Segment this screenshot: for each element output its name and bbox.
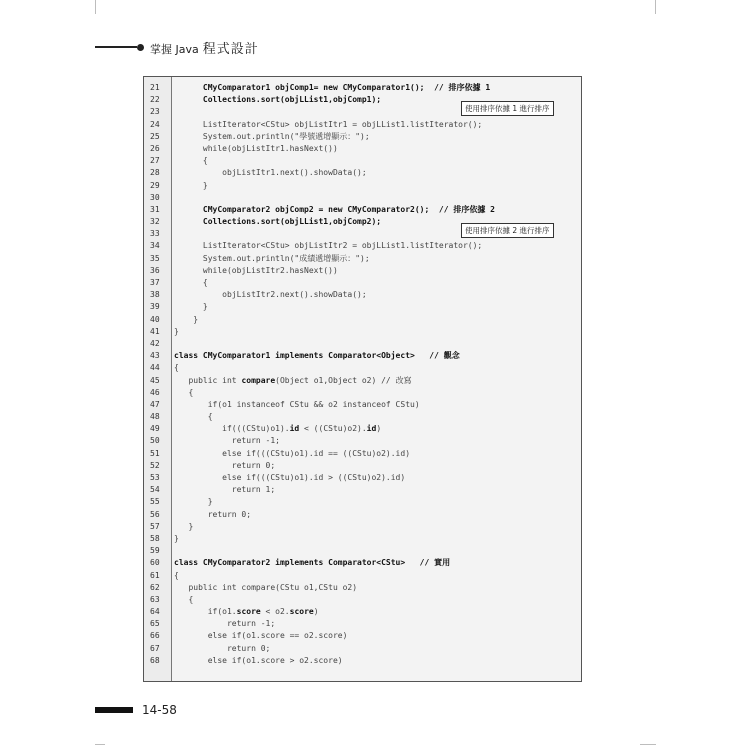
line-number: 53: [150, 473, 160, 482]
code-line: [144, 350, 581, 362]
code-text: {: [174, 387, 194, 397]
code-keyword: id: [289, 424, 300, 434]
code-text: CMyComparator1 objComp1= new CMyComparator1(); // 排序依據 1: [174, 83, 491, 92]
line-number: 42: [150, 338, 160, 348]
code-line: [144, 643, 581, 655]
code-fragment: if(o1.: [174, 607, 237, 617]
code-text: return 1;: [174, 485, 276, 495]
code-keyword: id: [366, 424, 377, 434]
line-number: 39: [150, 302, 160, 312]
code-line: [144, 557, 581, 569]
code-line: [144, 387, 581, 399]
code-line: [144, 521, 581, 533]
line-number: 54: [150, 485, 160, 495]
code-fragment: ): [313, 607, 319, 617]
line-number: 22: [150, 95, 160, 105]
line-number: 65: [150, 619, 160, 629]
code-text: System.out.println("成績遞增顯示：");: [174, 253, 370, 263]
line-number: 52: [150, 460, 160, 470]
line-number: 45: [150, 375, 160, 385]
code-text: [174, 375, 412, 387]
code-text: else if(((CStu)o1).id > ((CStu)o2).id): [174, 473, 406, 482]
line-number: 43: [150, 351, 160, 361]
crop-mark-bottom-left: [95, 744, 105, 745]
code-lines: [144, 82, 581, 667]
code-text: {: [174, 570, 179, 580]
line-number: 27: [150, 156, 160, 166]
code-text: }: [174, 302, 208, 312]
code-text: }: [174, 521, 194, 531]
code-text: return 0;: [174, 643, 271, 653]
line-number: 64: [150, 607, 160, 617]
code-fragment: < ((CStu)o2).: [299, 424, 367, 434]
code-line: [144, 143, 581, 155]
code-text: return -1;: [174, 619, 276, 629]
code-text: CMyComparator2 objComp2 = new CMyComparator2(); // 排序依據 2: [174, 204, 495, 214]
code-text: else if(((CStu)o1).id == ((CStu)o2).id): [174, 448, 411, 458]
code-text: return 0;: [174, 460, 276, 470]
code-text: }: [174, 533, 179, 543]
line-number: 55: [150, 497, 160, 507]
code-line: [144, 314, 581, 326]
callout-sort-criterion-2: 使用排序依據 2 進行排序: [461, 223, 554, 238]
code-line: [144, 155, 581, 167]
code-text: ListIterator<CStu> objListItr1 = objLList1.listIterator();: [174, 119, 483, 129]
code-line: [144, 435, 581, 447]
line-number: 46: [150, 387, 160, 397]
code-line: [144, 362, 581, 374]
page-header: [95, 40, 259, 57]
line-number: 66: [150, 631, 160, 641]
code-line: [144, 545, 581, 557]
code-text: {: [174, 412, 213, 422]
line-number: 58: [150, 533, 160, 543]
code-line: [144, 167, 581, 179]
code-line: [144, 399, 581, 411]
line-number: 25: [150, 131, 160, 141]
line-number: 32: [150, 217, 160, 227]
book-title: [150, 38, 259, 57]
code-line: [144, 509, 581, 521]
code-line: [144, 460, 581, 472]
code-line: [144, 594, 581, 606]
code-line: [144, 82, 581, 94]
line-number: 21: [150, 83, 160, 92]
code-line: [144, 375, 581, 387]
header-bullet: [137, 44, 144, 51]
code-line: [144, 289, 581, 301]
line-number: 44: [150, 363, 160, 373]
code-line: [144, 423, 581, 435]
crop-mark-top-left: [95, 0, 96, 14]
line-number: 67: [150, 643, 160, 653]
line-number: 23: [150, 107, 160, 117]
code-text: Collections.sort(objLList1,objComp2);: [174, 217, 382, 227]
code-line: [144, 253, 581, 265]
line-number: 68: [150, 655, 160, 665]
line-number: 57: [150, 521, 160, 531]
code-text: }: [174, 314, 199, 324]
line-number: 41: [150, 326, 160, 336]
line-number: 31: [150, 204, 160, 214]
code-line: [144, 606, 581, 618]
code-line: [144, 131, 581, 143]
code-line: [144, 655, 581, 667]
code-line: [144, 570, 581, 582]
code-listing: [143, 76, 582, 682]
code-text: {: [174, 594, 194, 604]
line-number: 51: [150, 448, 160, 458]
line-number: 24: [150, 119, 160, 129]
line-number: 26: [150, 143, 160, 153]
code-text: {: [174, 156, 208, 166]
code-text: {: [174, 363, 179, 373]
code-text: System.out.println("學號遞增顯示：");: [174, 131, 370, 141]
code-fragment: (Object o1,Object o2) // 改寫: [275, 375, 412, 385]
line-number: 48: [150, 412, 160, 422]
code-text: {: [174, 278, 208, 287]
code-text: }: [174, 326, 179, 336]
line-number: 63: [150, 594, 160, 604]
page-footer: [95, 703, 177, 717]
code-text: objListItr2.next().showData();: [174, 290, 367, 300]
line-number: 50: [150, 436, 160, 446]
code-fragment: < o2.: [260, 607, 290, 617]
code-fragment: if(((CStu)o1).: [174, 424, 290, 434]
code-line: [144, 338, 581, 350]
code-text: ListIterator<CStu> objListItr2 = objLList1.listIterator();: [174, 241, 483, 251]
code-text: [174, 606, 319, 618]
line-number: 60: [150, 558, 160, 568]
code-text: else if(o1.score == o2.score): [174, 631, 348, 641]
line-number: 56: [150, 509, 160, 519]
code-keyword: score: [236, 607, 261, 617]
line-number: 61: [150, 570, 160, 580]
book-title-sub: 程式設計: [202, 41, 259, 57]
code-text: objListItr1.next().showData();: [174, 168, 367, 178]
code-line: [144, 496, 581, 508]
footer-rule: [95, 707, 133, 713]
line-number: 30: [150, 192, 160, 202]
line-number: 28: [150, 168, 160, 178]
code-line: [144, 180, 581, 192]
code-text: return 0;: [174, 509, 252, 519]
line-number: 59: [150, 546, 160, 556]
crop-mark-top-right: [655, 0, 656, 14]
callout-sort-criterion-1: 使用排序依據 1 進行排序: [461, 101, 554, 116]
code-text: class CMyComparator1 implements Comparator<Object> // 觀念: [174, 351, 460, 361]
code-text: public int compare(CStu o1,CStu o2): [174, 582, 358, 592]
code-text: }: [174, 497, 213, 507]
line-number: 62: [150, 582, 160, 592]
code-text: }: [174, 180, 208, 190]
page-number: 14-58: [142, 703, 177, 717]
line-number: 33: [150, 229, 160, 239]
code-text: class CMyComparator2 implements Comparator<CStu> // 實用: [174, 558, 451, 568]
book-title-main: 掌握 Java: [150, 42, 199, 56]
code-line: [144, 411, 581, 423]
code-fragment: public int: [174, 375, 242, 385]
code-line: [144, 301, 581, 313]
code-line: [144, 618, 581, 630]
line-number: 35: [150, 253, 160, 263]
code-text: while(objListItr1.hasNext()): [174, 143, 338, 153]
crop-mark-bottom-right: [640, 744, 656, 745]
code-line: [144, 277, 581, 289]
line-number: 38: [150, 290, 160, 300]
code-line: [144, 582, 581, 594]
line-number: 40: [150, 314, 160, 324]
code-text: if(o1 instanceof CStu && o2 instanceof CStu): [174, 399, 420, 409]
line-number: 47: [150, 399, 160, 409]
code-text: return -1;: [174, 436, 280, 446]
code-line: [144, 533, 581, 545]
header-rule: [95, 46, 137, 48]
code-keyword: score: [289, 607, 314, 617]
code-fragment: ): [376, 424, 382, 434]
code-line: [144, 326, 581, 338]
code-line: [144, 484, 581, 496]
code-line: [144, 265, 581, 277]
code-text: Collections.sort(objLList1,objComp1);: [174, 95, 382, 105]
code-line: [144, 448, 581, 460]
code-line: [144, 204, 581, 216]
line-number: 36: [150, 265, 160, 275]
code-line: [144, 240, 581, 252]
code-text: while(objListItr2.hasNext()): [174, 265, 338, 275]
line-number: 34: [150, 241, 160, 251]
line-number: 49: [150, 424, 160, 434]
code-line: [144, 630, 581, 642]
code-line: [144, 119, 581, 131]
line-number: 29: [150, 180, 160, 190]
line-number: 37: [150, 278, 160, 287]
code-text: else if(o1.score > o2.score): [174, 655, 343, 665]
code-line: [144, 192, 581, 204]
code-keyword: compare: [241, 375, 276, 385]
code-line: [144, 472, 581, 484]
code-text: [174, 423, 381, 435]
